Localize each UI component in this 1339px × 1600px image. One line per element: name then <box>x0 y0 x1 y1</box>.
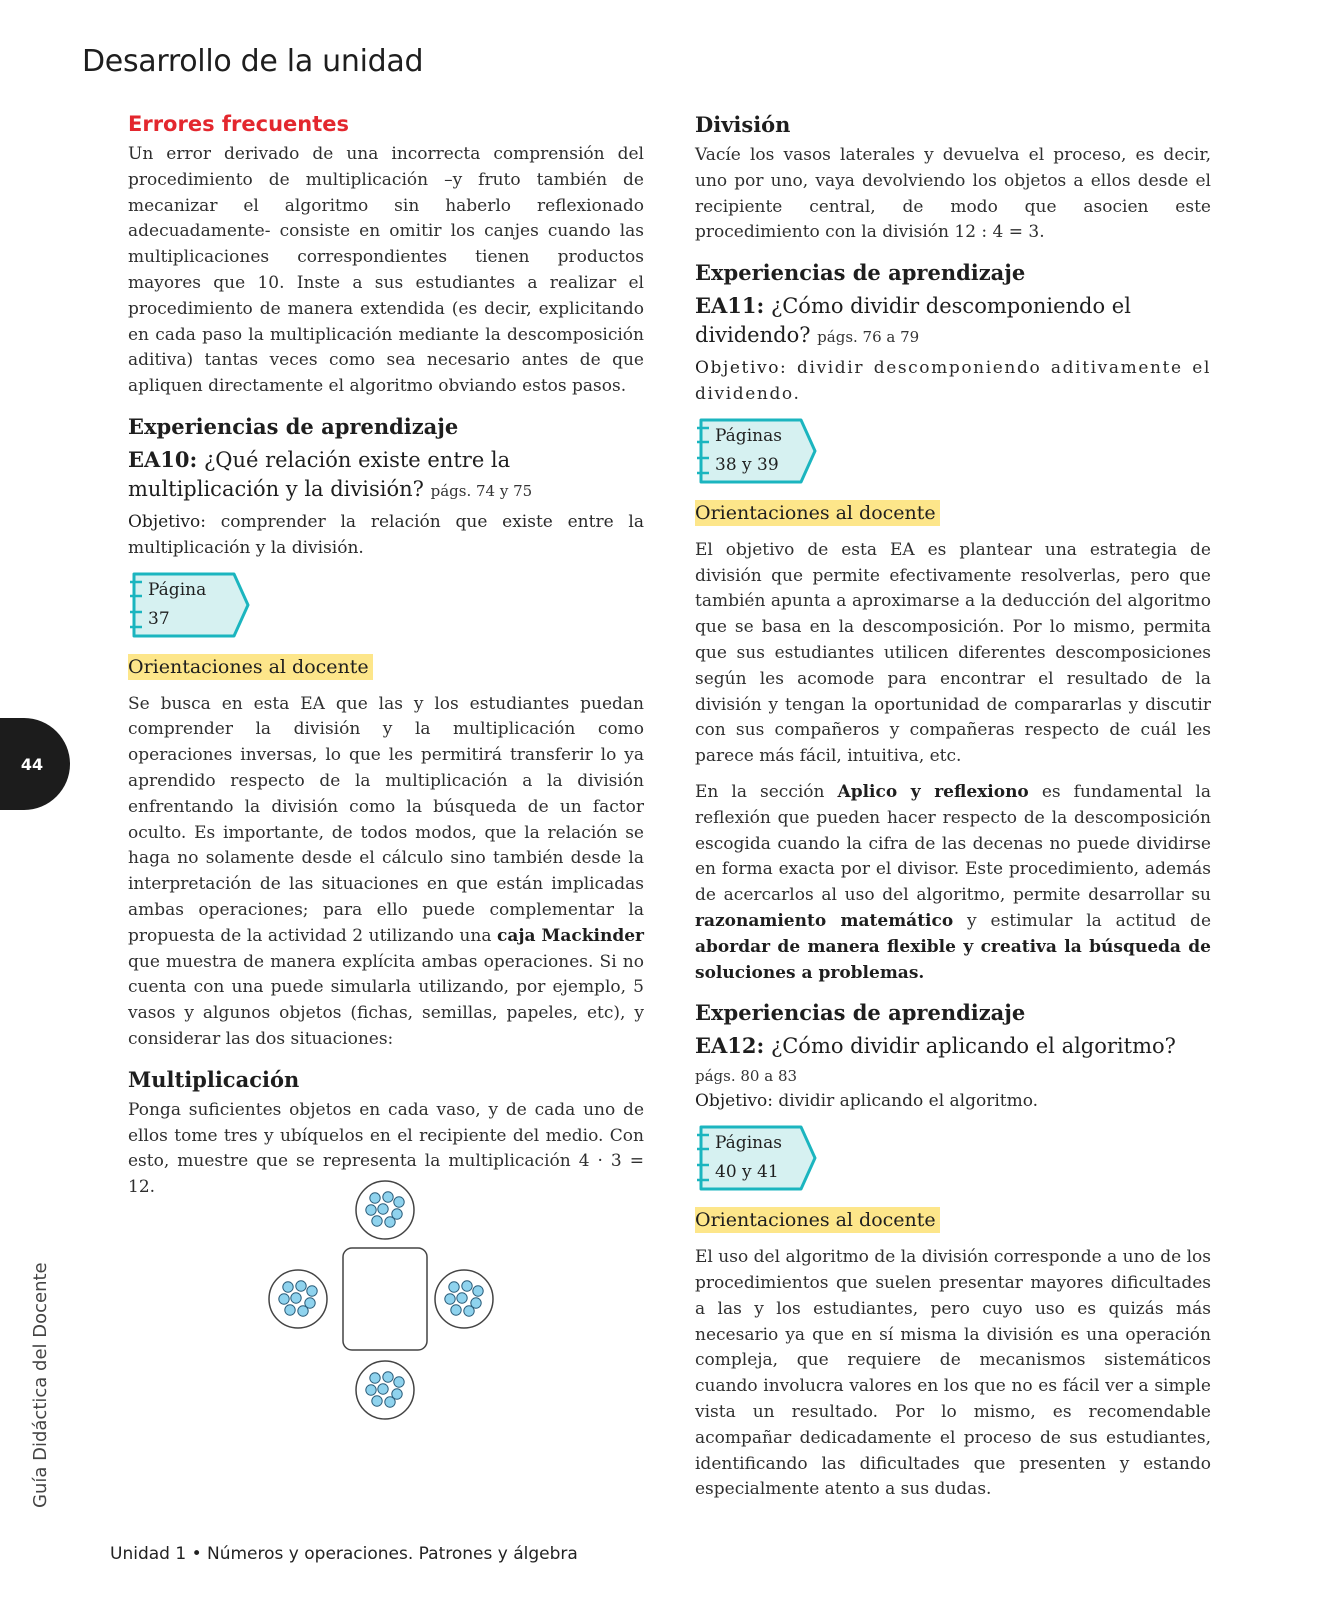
experiences-heading-2: Experiencias de aprendizaje <box>695 260 1026 286</box>
pages-badge-2 <box>697 1125 827 1191</box>
ea11-code: EA11: <box>695 293 765 319</box>
ea12-pages: págs. 80 a 83 <box>695 1067 798 1086</box>
text-part: es fundamental la reflexión que pueden hacer respecto de la descomposición escogida cuando la cifra de las decenas no puede dividirse en forma exacta por el divisor. Este procedimiento, además de acercarlos al uso del algoritmo, permite desarrollar su <box>695 781 1212 906</box>
badge-number: 37 <box>148 608 170 629</box>
ea11-objective <box>695 356 1211 408</box>
text-part: En la sección <box>695 781 838 802</box>
division-text: Vacíe los vasos laterales y devuelva el proceso, es decir, uno por uno, vaya devolviendo los objetos a ellos desde el recipiente central, de modo que asocien este procedimiento con la división 12 : 4 = 3. <box>695 145 1211 243</box>
orient-text-3: El uso del algoritmo de la división corresponde a uno de los procedimientos que suelen presentar mayores dificultades a las y los estudiantes, pero cuyo uso es quizás más necesario ya que en sí misma la división es una operación compleja, que requiere de mecanismos sistemáticos cuando involucra valores en los que no es fácil ver a simple vista un resultado. Por lo mismo, es recomendable acompañar dedicadamente el proceso de sus estudiantes, identificando las dificultades que presenten y estando especialmente atento a sus dudas. <box>695 1247 1211 1500</box>
right-column <box>695 112 1211 1503</box>
bead <box>385 1217 395 1227</box>
text-part: y estimular la actitud de <box>953 910 1212 931</box>
objective-label: Objetivo: <box>128 511 206 532</box>
bead <box>296 1281 306 1291</box>
bead <box>394 1197 404 1207</box>
badge-label: Página <box>148 579 207 600</box>
objective-text: comprender la relación que existe entre la multiplicación y la división. <box>128 511 644 558</box>
badge-label: Páginas <box>715 1133 782 1154</box>
bead <box>473 1286 483 1296</box>
footer-unit: Unidad 1 • Números y operaciones. Patrones y álgebra <box>110 1544 578 1564</box>
bead <box>370 1193 380 1203</box>
multiplication-text: Ponga suficientes objetos en cada vaso, y de cada uno de ellos tome tres y ubíquelos en el recipiente del medio. Con esto, muestre que se representa la multiplicación 4 · 3 = 12. <box>128 1099 644 1198</box>
skill-term: razonamiento matemático <box>695 910 954 931</box>
objective-text: dividir descomponiendo aditivamente el dividendo. <box>695 358 1211 404</box>
orient-text-part: Se busca en esta EA que las y los estudiantes puedan comprender la división y la multiplicación como operaciones inversas, lo que les permitirá transferir lo ya aprendido respecto de la multiplicación a la división enfrentando la división como la búsqueda de un factor oculto. Es importante, de todos modos, que la relación se haga no solamente desde el cálculo sino también desde la interpretación de las situaciones en que están implicadas ambas operaciones; para ello puede complementar la propuesta de la actividad 2 utilizando una <box>128 693 644 946</box>
bead <box>378 1384 388 1394</box>
page-title: Desarrollo de la unidad <box>82 44 424 79</box>
left-column <box>128 112 644 1201</box>
ea10-title <box>128 445 644 506</box>
bead <box>464 1306 474 1316</box>
objective-text: dividir aplicando el algoritmo. <box>778 1091 1039 1112</box>
bead <box>451 1305 461 1315</box>
ea10-question: ¿Qué relación existe entre la multiplicación y la división? <box>128 447 511 501</box>
orient-heading-2: Orientaciones al docente <box>695 500 940 526</box>
bead <box>372 1396 382 1406</box>
errors-text: Un error derivado de una incorrecta comprensión del procedimiento de multiplicación –y fruto también de mecanizar el algoritmo sin haberlo reflexionado adecuadamente- consiste en omitir los canjes cuando las multiplicaciones correspondientes tienen productos mayores que 10. Inste a sus estudiantes a realizar el procedimiento de manera extendida (es decir, explicitando en cada paso la multiplicación mediante la descomposición aditiva) tantas veces como sea necesario antes de que apliquen directamente el algoritmo obviando estos pasos. <box>128 144 644 397</box>
bead <box>307 1286 317 1296</box>
bead <box>462 1281 472 1291</box>
division-heading: División <box>695 112 791 137</box>
experiences-heading-3: Experiencias de aprendizaje <box>695 1000 1026 1026</box>
mackinder-box-diagram <box>268 1176 504 1422</box>
ea11-title <box>695 291 1211 352</box>
orient-heading: Orientaciones al docente <box>128 654 373 680</box>
objective-label: Objetivo: <box>695 358 788 379</box>
bead <box>279 1294 289 1304</box>
bead <box>372 1216 382 1226</box>
bead <box>383 1372 393 1382</box>
badge-label: Páginas <box>715 425 782 446</box>
bead <box>366 1385 376 1395</box>
experiences-heading: Experiencias de aprendizaje <box>128 413 459 439</box>
badge-number: 38 y 39 <box>715 454 779 475</box>
bead <box>385 1397 395 1407</box>
ea12-objective <box>695 1089 1211 1115</box>
ea12-code: EA12: <box>695 1033 765 1059</box>
orient-heading-3: Orientaciones al docente <box>695 1207 940 1233</box>
page-number: 44 <box>20 754 44 774</box>
orient-bold-term: caja Mackinder <box>496 925 644 946</box>
ea12-title <box>695 1031 1211 1061</box>
bead <box>378 1204 388 1214</box>
pages-badge-1 <box>697 418 827 484</box>
bead <box>298 1306 308 1316</box>
bead <box>366 1205 376 1215</box>
ea12-question: ¿Cómo dividir aplicando el algoritmo? <box>770 1034 1176 1059</box>
bead <box>370 1373 380 1383</box>
orient-text-part: que muestra de manera explícita ambas operaciones. Si no cuenta con una puede simularla utilizando, por ejemplo, 5 vasos y algunos objetos (fichas, semillas, papeles, etc), y considerar las dos situaciones: <box>128 951 644 1049</box>
orient-text-2b <box>695 780 1211 986</box>
orient-text <box>128 692 644 1053</box>
bead <box>383 1192 393 1202</box>
section-name: Aplico y reflexiono <box>837 781 1029 802</box>
ea11-pages: págs. 76 a 79 <box>817 328 920 347</box>
page-number-tab <box>0 718 70 810</box>
ea10-pages: págs. 74 y 75 <box>430 481 533 500</box>
ea10-objective <box>128 510 644 562</box>
bead <box>445 1294 455 1304</box>
ea11-question: ¿Cómo dividir descomponiendo el dividendo? <box>695 294 1131 348</box>
errors-heading: Errores frecuentes <box>128 112 350 136</box>
badge-number: 40 y 41 <box>715 1162 779 1183</box>
page-badge <box>130 572 260 638</box>
bead <box>283 1282 293 1292</box>
center-container <box>343 1248 427 1350</box>
bead <box>285 1305 295 1315</box>
bead <box>449 1282 459 1292</box>
objective-label: Objetivo: <box>695 1091 773 1112</box>
bead <box>457 1293 467 1303</box>
side-label: Guía Didáctica del Docente <box>30 1262 51 1508</box>
orient-text-2a: El objetivo de esta EA es plantear una estrategia de división que permite efectivamente resolverlas, pero que también apunta a aproximarse a la deducción del algoritmo que se basa en la descomposición. Por lo mismo, permita que sus estudiantes utilicen diferentes descomposiciones según les acomode para encontrar el resultado de la división y tengan la oportunidad de compararlas y discutir con sus compañeros y compañeras respecto de cuál les parece más fácil, intuitiva, etc. <box>695 539 1211 767</box>
ea10-code: EA10: <box>128 446 198 472</box>
bead <box>291 1293 301 1303</box>
multiplication-heading: Multiplicación <box>128 1066 300 1092</box>
attitude-term: abordar de manera flexible y creativa la búsqueda de soluciones a problemas. <box>695 936 1211 983</box>
bead <box>394 1377 404 1387</box>
